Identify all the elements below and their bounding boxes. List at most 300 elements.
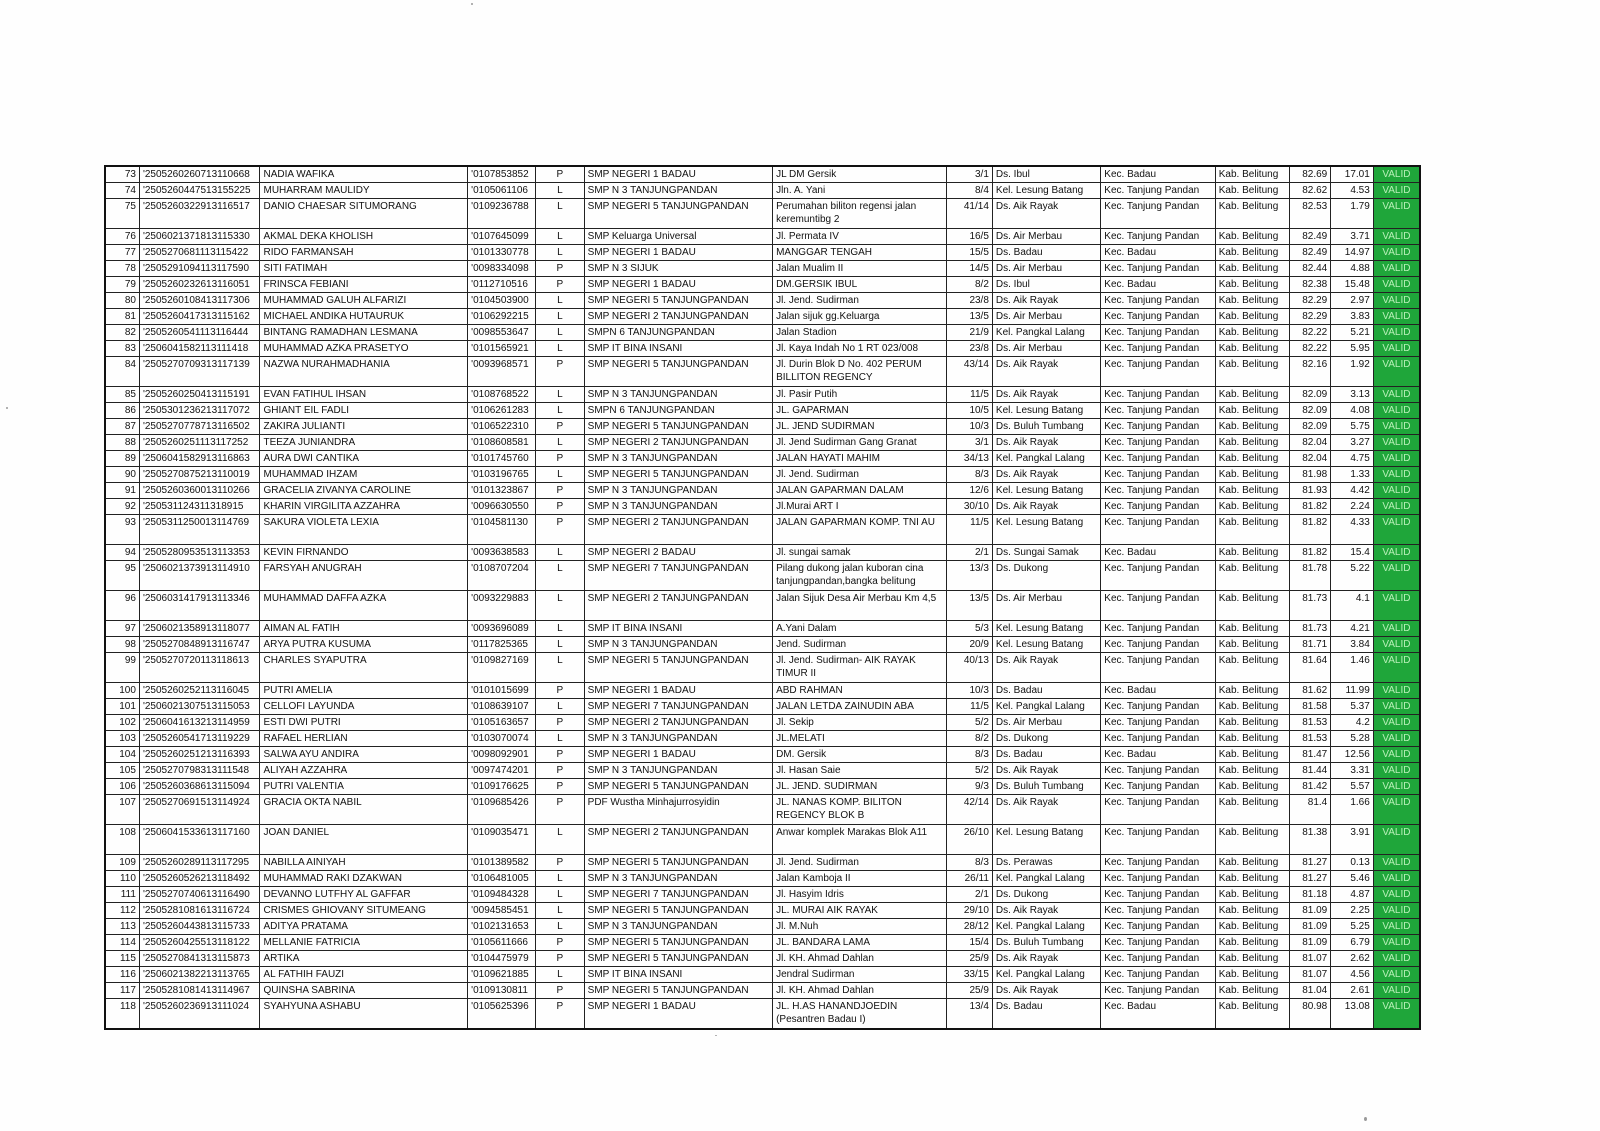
distance-cell: 3.84	[1331, 637, 1374, 653]
address-cell: ABD RAHMAN	[773, 683, 947, 699]
address-cell: JL. JEND. SUDIRMAN	[773, 779, 947, 795]
registration-table	[104, 165, 1421, 1030]
district-cell: Kec. Badau	[1101, 245, 1215, 261]
table-row	[105, 779, 1420, 795]
school-name-cell: SMP NEGERI 1 BADAU	[584, 245, 772, 261]
score-cell: 81.58	[1289, 699, 1331, 715]
rt-rw-cell: 11/5	[947, 387, 993, 403]
table-row	[105, 653, 1420, 683]
district-cell: Kec. Tanjung Pandan	[1101, 855, 1215, 871]
registration-number-cell: '2505281081413114967	[139, 983, 260, 999]
regency-cell: Kab. Belitung	[1215, 183, 1289, 199]
score-cell: 81.62	[1289, 683, 1331, 699]
rt-rw-cell: 8/2	[947, 731, 993, 747]
table-row	[105, 309, 1420, 325]
village-cell: Ds. Air Merbau	[992, 229, 1100, 245]
registration-number-cell: '2505260232613116051	[139, 277, 260, 293]
distance-cell: 3.13	[1331, 387, 1374, 403]
gender-cell: P	[536, 515, 585, 545]
student-name-cell: MUHAMMAD RAKI DZAKWAN	[260, 871, 468, 887]
nisn-cell: '0108768522	[468, 387, 536, 403]
district-cell: Kec. Tanjung Pandan	[1101, 199, 1215, 229]
table-row	[105, 747, 1420, 763]
village-cell: Ds. Dukong	[992, 731, 1100, 747]
status-badge-cell: VALID	[1373, 919, 1420, 935]
student-name-cell: BINTANG RAMADHAN LESMANA	[260, 325, 468, 341]
gender-cell: L	[536, 887, 585, 903]
gender-cell: L	[536, 387, 585, 403]
regency-cell: Kab. Belitung	[1215, 919, 1289, 935]
school-name-cell: SMP N 3 TANJUNGPANDAN	[584, 871, 772, 887]
nisn-cell: '0102131653	[468, 919, 536, 935]
status-badge-cell: VALID	[1373, 277, 1420, 293]
village-cell: Kel. Pangkal Lalang	[992, 967, 1100, 983]
gender-cell: P	[536, 357, 585, 387]
distance-cell: 2.25	[1331, 903, 1374, 919]
distance-cell: 3.91	[1331, 825, 1374, 855]
row-number-cell: 118	[105, 999, 139, 1030]
row-number-cell: 98	[105, 637, 139, 653]
district-cell: Kec. Tanjung Pandan	[1101, 467, 1215, 483]
regency-cell: Kab. Belitung	[1215, 199, 1289, 229]
distance-cell: 4.75	[1331, 451, 1374, 467]
row-number-cell: 100	[105, 683, 139, 699]
school-name-cell: SMP N 3 TANJUNGPANDAN	[584, 499, 772, 515]
school-name-cell: SMP NEGERI 2 TANJUNGPANDAN	[584, 591, 772, 621]
status-badge-cell: VALID	[1373, 699, 1420, 715]
rt-rw-cell: 28/12	[947, 919, 993, 935]
student-name-cell: ALIYAH AZZAHRA	[260, 763, 468, 779]
village-cell: Ds. Badau	[992, 245, 1100, 261]
row-number-cell: 93	[105, 515, 139, 545]
scan-speck	[715, 1035, 717, 1036]
registration-number-cell: '2506041582113111418	[139, 341, 260, 357]
rt-rw-cell: 13/3	[947, 561, 993, 591]
address-cell: JL DM Gersik	[773, 166, 947, 183]
score-cell: 81.09	[1289, 919, 1331, 935]
status-badge-cell: VALID	[1373, 591, 1420, 621]
table-row	[105, 293, 1420, 309]
gender-cell: P	[536, 795, 585, 825]
distance-cell: 1.66	[1331, 795, 1374, 825]
nisn-cell: '0106481005	[468, 871, 536, 887]
registration-number-cell: '2505260368613115094	[139, 779, 260, 795]
village-cell: Ds. Buluh Tumbang	[992, 779, 1100, 795]
rt-rw-cell: 33/15	[947, 967, 993, 983]
score-cell: 81.73	[1289, 621, 1331, 637]
village-cell: Ds. Dukong	[992, 887, 1100, 903]
registration-number-cell: '2505260425513118122	[139, 935, 260, 951]
address-cell: Jl. Hasan Saie	[773, 763, 947, 779]
district-cell: Kec. Badau	[1101, 999, 1215, 1030]
table-row	[105, 183, 1420, 199]
address-cell: Jl. Jend. Sudirman- AIK RAYAK TIMUR II	[773, 653, 947, 683]
district-cell: Kec. Tanjung Pandan	[1101, 715, 1215, 731]
nisn-cell: '0098553647	[468, 325, 536, 341]
school-name-cell: SMP NEGERI 5 TANJUNGPANDAN	[584, 467, 772, 483]
distance-cell: 3.27	[1331, 435, 1374, 451]
table-row	[105, 403, 1420, 419]
district-cell: Kec. Tanjung Pandan	[1101, 825, 1215, 855]
gender-cell: L	[536, 871, 585, 887]
gender-cell: L	[536, 731, 585, 747]
regency-cell: Kab. Belitung	[1215, 887, 1289, 903]
score-cell: 81.78	[1289, 561, 1331, 591]
status-badge-cell: VALID	[1373, 341, 1420, 357]
rt-rw-cell: 2/1	[947, 545, 993, 561]
district-cell: Kec. Tanjung Pandan	[1101, 499, 1215, 515]
village-cell: Kel. Lesung Batang	[992, 515, 1100, 545]
status-badge-cell: VALID	[1373, 967, 1420, 983]
row-number-cell: 88	[105, 435, 139, 451]
student-name-cell: FARSYAH ANUGRAH	[260, 561, 468, 591]
village-cell: Kel. Pangkal Lalang	[992, 451, 1100, 467]
gender-cell: L	[536, 403, 585, 419]
gender-cell: P	[536, 779, 585, 795]
score-cell: 81.53	[1289, 715, 1331, 731]
row-number-cell: 89	[105, 451, 139, 467]
distance-cell: 4.87	[1331, 887, 1374, 903]
regency-cell: Kab. Belitung	[1215, 435, 1289, 451]
score-cell: 81.93	[1289, 483, 1331, 499]
village-cell: Ds. Air Merbau	[992, 341, 1100, 357]
gender-cell: L	[536, 435, 585, 451]
village-cell: Kel. Lesung Batang	[992, 637, 1100, 653]
status-badge-cell: VALID	[1373, 747, 1420, 763]
distance-cell: 5.46	[1331, 871, 1374, 887]
school-name-cell: SMP N 3 TANJUNGPANDAN	[584, 183, 772, 199]
status-badge-cell: VALID	[1373, 763, 1420, 779]
registration-number-cell: '2505260443813115733	[139, 919, 260, 935]
district-cell: Kec. Tanjung Pandan	[1101, 515, 1215, 545]
district-cell: Kec. Badau	[1101, 683, 1215, 699]
distance-cell: 3.71	[1331, 229, 1374, 245]
status-badge-cell: VALID	[1373, 261, 1420, 277]
rt-rw-cell: 3/1	[947, 166, 993, 183]
gender-cell: P	[536, 747, 585, 763]
score-cell: 81.98	[1289, 467, 1331, 483]
rt-rw-cell: 8/4	[947, 183, 993, 199]
school-name-cell: SMP NEGERI 1 BADAU	[584, 747, 772, 763]
table-row	[105, 935, 1420, 951]
district-cell: Kec. Tanjung Pandan	[1101, 293, 1215, 309]
rt-rw-cell: 5/3	[947, 621, 993, 637]
registration-number-cell: '2506021373913114910	[139, 561, 260, 591]
distance-cell: 5.28	[1331, 731, 1374, 747]
regency-cell: Kab. Belitung	[1215, 795, 1289, 825]
district-cell: Kec. Tanjung Pandan	[1101, 621, 1215, 637]
rt-rw-cell: 13/5	[947, 309, 993, 325]
address-cell: Jl. M.Nuh	[773, 919, 947, 935]
gender-cell: P	[536, 499, 585, 515]
table-row	[105, 435, 1420, 451]
status-badge-cell: VALID	[1373, 561, 1420, 591]
district-cell: Kec. Tanjung Pandan	[1101, 903, 1215, 919]
nisn-cell: '0105061106	[468, 183, 536, 199]
address-cell: JL. BANDARA LAMA	[773, 935, 947, 951]
row-number-cell: 94	[105, 545, 139, 561]
regency-cell: Kab. Belitung	[1215, 499, 1289, 515]
row-number-cell: 79	[105, 277, 139, 293]
registration-number-cell: '2505270841313115873	[139, 951, 260, 967]
nisn-cell: '0096630550	[468, 499, 536, 515]
registration-number-cell: '2505260260713110668	[139, 166, 260, 183]
student-name-cell: AKMAL DEKA KHOLISH	[260, 229, 468, 245]
registration-number-cell: '2505270848913116747	[139, 637, 260, 653]
village-cell: Ds. Aik Rayak	[992, 983, 1100, 999]
village-cell: Ds. Air Merbau	[992, 309, 1100, 325]
row-number-cell: 81	[105, 309, 139, 325]
registration-number-cell: '2506021358913118077	[139, 621, 260, 637]
nisn-cell: '0098334098	[468, 261, 536, 277]
scan-speck	[1364, 1117, 1367, 1121]
district-cell: Kec. Tanjung Pandan	[1101, 403, 1215, 419]
district-cell: Kec. Badau	[1101, 545, 1215, 561]
registration-number-cell: '2505270681113115422	[139, 245, 260, 261]
district-cell: Kec. Tanjung Pandan	[1101, 357, 1215, 387]
status-badge-cell: VALID	[1373, 451, 1420, 467]
regency-cell: Kab. Belitung	[1215, 653, 1289, 683]
status-badge-cell: VALID	[1373, 435, 1420, 451]
table-row	[105, 825, 1420, 855]
registration-number-cell: '2505260360013110266	[139, 483, 260, 499]
score-cell: 81.53	[1289, 731, 1331, 747]
gender-cell: L	[536, 561, 585, 591]
rt-rw-cell: 12/6	[947, 483, 993, 499]
table-row	[105, 515, 1420, 545]
rt-rw-cell: 5/2	[947, 715, 993, 731]
regency-cell: Kab. Belitung	[1215, 903, 1289, 919]
status-badge-cell: VALID	[1373, 199, 1420, 229]
score-cell: 81.44	[1289, 763, 1331, 779]
address-cell: DM. Gersik	[773, 747, 947, 763]
student-name-cell: RAFAEL HERLIAN	[260, 731, 468, 747]
district-cell: Kec. Tanjung Pandan	[1101, 591, 1215, 621]
regency-cell: Kab. Belitung	[1215, 403, 1289, 419]
regency-cell: Kab. Belitung	[1215, 545, 1289, 561]
gender-cell: L	[536, 653, 585, 683]
village-cell: Ds. Buluh Tumbang	[992, 935, 1100, 951]
row-number-cell: 116	[105, 967, 139, 983]
regency-cell: Kab. Belitung	[1215, 166, 1289, 183]
registration-number-cell: '2505260251213116393	[139, 747, 260, 763]
registration-number-cell: '2505311250013114769	[139, 515, 260, 545]
gender-cell: L	[536, 545, 585, 561]
address-cell: DM.GERSIK IBUL	[773, 277, 947, 293]
rt-rw-cell: 41/14	[947, 199, 993, 229]
nisn-cell: '0093968571	[468, 357, 536, 387]
nisn-cell: '0101330778	[468, 245, 536, 261]
score-cell: 81.27	[1289, 855, 1331, 871]
gender-cell: P	[536, 935, 585, 951]
nisn-cell: '0103196765	[468, 467, 536, 483]
status-badge-cell: VALID	[1373, 325, 1420, 341]
row-number-cell: 117	[105, 983, 139, 999]
score-cell: 81.07	[1289, 951, 1331, 967]
registration-number-cell: '2505260541113116444	[139, 325, 260, 341]
student-name-cell: NAZWA NURAHMADHANIA	[260, 357, 468, 387]
village-cell: Ds. Aik Rayak	[992, 467, 1100, 483]
village-cell: Ds. Aik Rayak	[992, 795, 1100, 825]
table-row	[105, 419, 1420, 435]
school-name-cell: SMP IT BINA INSANI	[584, 621, 772, 637]
school-name-cell: SMP NEGERI 2 TANJUNGPANDAN	[584, 825, 772, 855]
school-name-cell: SMP NEGERI 7 TANJUNGPANDAN	[584, 561, 772, 591]
student-name-cell: MUHAMMAD AZKA PRASETYO	[260, 341, 468, 357]
table-row	[105, 887, 1420, 903]
school-name-cell: SMP NEGERI 2 TANJUNGPANDAN	[584, 309, 772, 325]
table-row	[105, 967, 1420, 983]
village-cell: Kel. Pangkal Lalang	[992, 699, 1100, 715]
nisn-cell: '0109827169	[468, 653, 536, 683]
status-badge-cell: VALID	[1373, 779, 1420, 795]
rt-rw-cell: 23/8	[947, 293, 993, 309]
nisn-cell: '0109236788	[468, 199, 536, 229]
registration-number-cell: '2505281081613116724	[139, 903, 260, 919]
school-name-cell: SMP NEGERI 5 TANJUNGPANDAN	[584, 199, 772, 229]
student-name-cell: SITI FATIMAH	[260, 261, 468, 277]
student-name-cell: MICHAEL ANDIKA HUTAURUK	[260, 309, 468, 325]
village-cell: Ds. Aik Rayak	[992, 199, 1100, 229]
village-cell: Ds. Buluh Tumbang	[992, 419, 1100, 435]
address-cell: Jendral Sudirman	[773, 967, 947, 983]
gender-cell: L	[536, 229, 585, 245]
student-name-cell: GRACELIA ZIVANYA CAROLINE	[260, 483, 468, 499]
score-cell: 81.64	[1289, 653, 1331, 683]
rt-rw-cell: 10/5	[947, 403, 993, 419]
status-badge-cell: VALID	[1373, 715, 1420, 731]
row-number-cell: 102	[105, 715, 139, 731]
student-name-cell: CHARLES SYAPUTRA	[260, 653, 468, 683]
table-row	[105, 763, 1420, 779]
row-number-cell: 86	[105, 403, 139, 419]
village-cell: Kel. Lesung Batang	[992, 183, 1100, 199]
rt-rw-cell: 25/9	[947, 983, 993, 999]
row-number-cell: 75	[105, 199, 139, 229]
status-badge-cell: VALID	[1373, 935, 1420, 951]
district-cell: Kec. Tanjung Pandan	[1101, 451, 1215, 467]
address-cell: Jl. Hasyim Idris	[773, 887, 947, 903]
nisn-cell: '0105611666	[468, 935, 536, 951]
gender-cell: P	[536, 855, 585, 871]
score-cell: 81.09	[1289, 935, 1331, 951]
status-badge-cell: VALID	[1373, 245, 1420, 261]
student-name-cell: CRISMES GHIOVANY SITUMEANG	[260, 903, 468, 919]
status-badge-cell: VALID	[1373, 887, 1420, 903]
address-cell: Jl. Jend. Sudirman	[773, 467, 947, 483]
district-cell: Kec. Tanjung Pandan	[1101, 419, 1215, 435]
village-cell: Ds. Ibul	[992, 166, 1100, 183]
table-row	[105, 683, 1420, 699]
address-cell: Perumahan biliton regensi jalan keremuntibg 2	[773, 199, 947, 229]
row-number-cell: 83	[105, 341, 139, 357]
table-row	[105, 199, 1420, 229]
address-cell: JALAN HAYATI MAHIM	[773, 451, 947, 467]
row-number-cell: 74	[105, 183, 139, 199]
status-badge-cell: VALID	[1373, 825, 1420, 855]
school-name-cell: SMP NEGERI 5 TANJUNGPANDAN	[584, 983, 772, 999]
table-row	[105, 699, 1420, 715]
school-name-cell: SMP NEGERI 7 TANJUNGPANDAN	[584, 887, 772, 903]
village-cell: Ds. Badau	[992, 999, 1100, 1030]
student-name-cell: ESTI DWI PUTRI	[260, 715, 468, 731]
address-cell: JL.MELATI	[773, 731, 947, 747]
row-number-cell: 103	[105, 731, 139, 747]
village-cell: Ds. Aik Rayak	[992, 357, 1100, 387]
rt-rw-cell: 13/4	[947, 999, 993, 1030]
table-row	[105, 637, 1420, 653]
table-row	[105, 229, 1420, 245]
district-cell: Kec. Tanjung Pandan	[1101, 261, 1215, 277]
score-cell: 82.69	[1289, 166, 1331, 183]
regency-cell: Kab. Belitung	[1215, 621, 1289, 637]
score-cell: 82.49	[1289, 229, 1331, 245]
village-cell: Ds. Sungai Samak	[992, 545, 1100, 561]
status-badge-cell: VALID	[1373, 795, 1420, 825]
school-name-cell: SMP N 3 TANJUNGPANDAN	[584, 451, 772, 467]
status-badge-cell: VALID	[1373, 183, 1420, 199]
gender-cell: P	[536, 451, 585, 467]
gender-cell: L	[536, 967, 585, 983]
distance-cell: 5.57	[1331, 779, 1374, 795]
score-cell: 81.82	[1289, 545, 1331, 561]
district-cell: Kec. Tanjung Pandan	[1101, 309, 1215, 325]
row-number-cell: 84	[105, 357, 139, 387]
distance-cell: 4.33	[1331, 515, 1374, 545]
school-name-cell: SMP N 3 TANJUNGPANDAN	[584, 763, 772, 779]
distance-cell: 12.56	[1331, 747, 1374, 763]
status-badge-cell: VALID	[1373, 855, 1420, 871]
student-name-cell: KEVIN FIRNANDO	[260, 545, 468, 561]
score-cell: 81.07	[1289, 967, 1331, 983]
address-cell: Jl. KH. Ahmad Dahlan	[773, 983, 947, 999]
student-name-cell: QUINSHA SABRINA	[260, 983, 468, 999]
table-row	[105, 919, 1420, 935]
rt-rw-cell: 30/10	[947, 499, 993, 515]
row-number-cell: 115	[105, 951, 139, 967]
student-name-cell: NABILLA AINIYAH	[260, 855, 468, 871]
table-row	[105, 245, 1420, 261]
student-name-cell: MUHAMMAD GALUH ALFARIZI	[260, 293, 468, 309]
student-name-cell: AL FATHIH FAUZI	[260, 967, 468, 983]
table-row	[105, 621, 1420, 637]
status-badge-cell: VALID	[1373, 683, 1420, 699]
rt-rw-cell: 9/3	[947, 779, 993, 795]
score-cell: 81.82	[1289, 499, 1331, 515]
registration-number-cell: '2505260541713119229	[139, 731, 260, 747]
regency-cell: Kab. Belitung	[1215, 309, 1289, 325]
score-cell: 81.4	[1289, 795, 1331, 825]
district-cell: Kec. Tanjung Pandan	[1101, 699, 1215, 715]
school-name-cell: SMP IT BINA INSANI	[584, 341, 772, 357]
address-cell: Jl. Durin Blok D No. 402 PERUM BILLITON REGENCY	[773, 357, 947, 387]
gender-cell: L	[536, 325, 585, 341]
status-badge-cell: VALID	[1373, 983, 1420, 999]
school-name-cell: SMP N 3 TANJUNGPANDAN	[584, 637, 772, 653]
score-cell: 80.98	[1289, 999, 1331, 1030]
row-number-cell: 85	[105, 387, 139, 403]
rt-rw-cell: 5/2	[947, 763, 993, 779]
registration-number-cell: '2506041613213114959	[139, 715, 260, 731]
row-number-cell: 112	[105, 903, 139, 919]
score-cell: 81.82	[1289, 515, 1331, 545]
regency-cell: Kab. Belitung	[1215, 515, 1289, 545]
table-row	[105, 591, 1420, 621]
row-number-cell: 76	[105, 229, 139, 245]
score-cell: 82.44	[1289, 261, 1331, 277]
rt-rw-cell: 43/14	[947, 357, 993, 387]
address-cell: A.Yani Dalam	[773, 621, 947, 637]
